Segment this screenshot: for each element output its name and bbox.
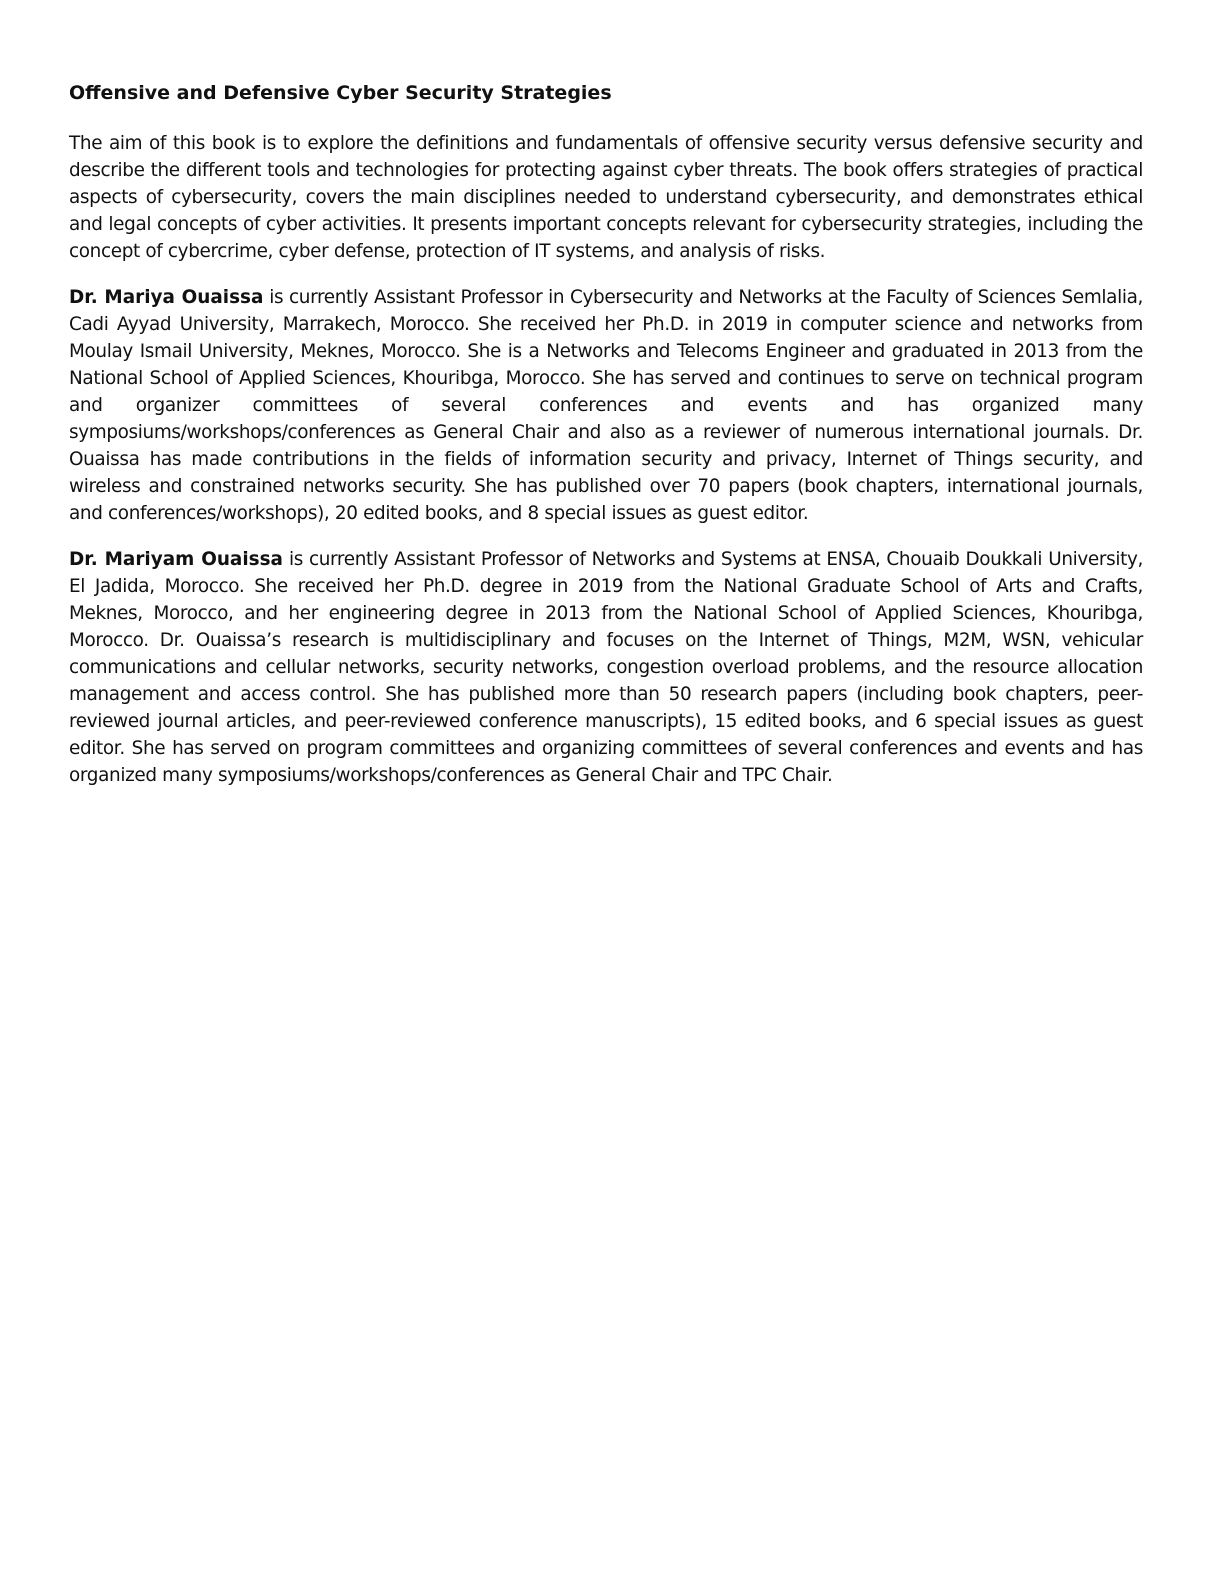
author-bio-2 (69, 546, 1143, 789)
author-bio-text-1: is currently Assistant Professor in Cybersecurity and Networks at the Faculty of Sciences Semlalia, Cadi Ayyad University, Marrakech, Morocco. She received her Ph.D. in 2019 in computer science and networks from Moulay Ismail University, Meknes, Morocco. She is a Networks and Telecoms Engineer and graduated in 2013 from the National School of Applied Sciences, Khouribga, Morocco. She has served and continues to serve on technical program and organizer committees of several conferences and events and has organized many symposiums/workshops/conferences as General Chair and also as a reviewer of numerous international journals. Dr. Ouaissa has made contributions in the fields of information security and privacy, Internet of Things security, and wireless and constrained networks security. She has published over 70 papers (book chapters, international journals, and conferences/workshops), 20 edited books, and 8 special issues as guest editor. (69, 287, 1144, 524)
book-title: Offensive and Defensive Cyber Security Strategies (69, 82, 612, 104)
document-page (69, 78, 1143, 808)
book-description: The aim of this book is to explore the definitions and fundamentals of offensive security versus defensive security and describe the different tools and technologies for protecting against cyber threats. The book offers strategies of practical aspects of cybersecurity, covers the main disciplines needed to understand cybersecurity, and demonstrates ethical and legal concepts of cyber activities. It presents important concepts relevant for cybersecurity strategies, including the concept of cybercrime, cyber defense, protection of IT systems, and analysis of risks. (69, 133, 1143, 262)
author-bio-1 (69, 284, 1143, 527)
author-name-1: Dr. Mariya Ouaissa (69, 287, 264, 308)
author-bio-text-2: is currently Assistant Professor of Networks and Systems at ENSA, Chouaib Doukkali University, El Jadida, Morocco. She received her Ph.D. degree in 2019 from the National Graduate School of Arts and Crafts, Meknes, Morocco, and her engineering degree in 2013 from the National School of Applied Sciences, Khouribga, Morocco. Dr. Ouaissa’s research is multidisciplinary and focuses on the Internet of Things, M2M, WSN, vehicular communications and cellular networks, security networks, congestion overload problems, and the resource allocation management and access control. She has published more than 50 research papers (including book chapters, peer-reviewed journal articles, and peer-reviewed conference manuscripts), 15 edited books, and 6 special issues as guest editor. She has served on program committees and organizing committees of several conferences and events and has organized many symposiums/workshops/conferences as General Chair and TPC Chair. (69, 549, 1143, 786)
author-name-2: Dr. Mariyam Ouaissa (69, 549, 283, 570)
